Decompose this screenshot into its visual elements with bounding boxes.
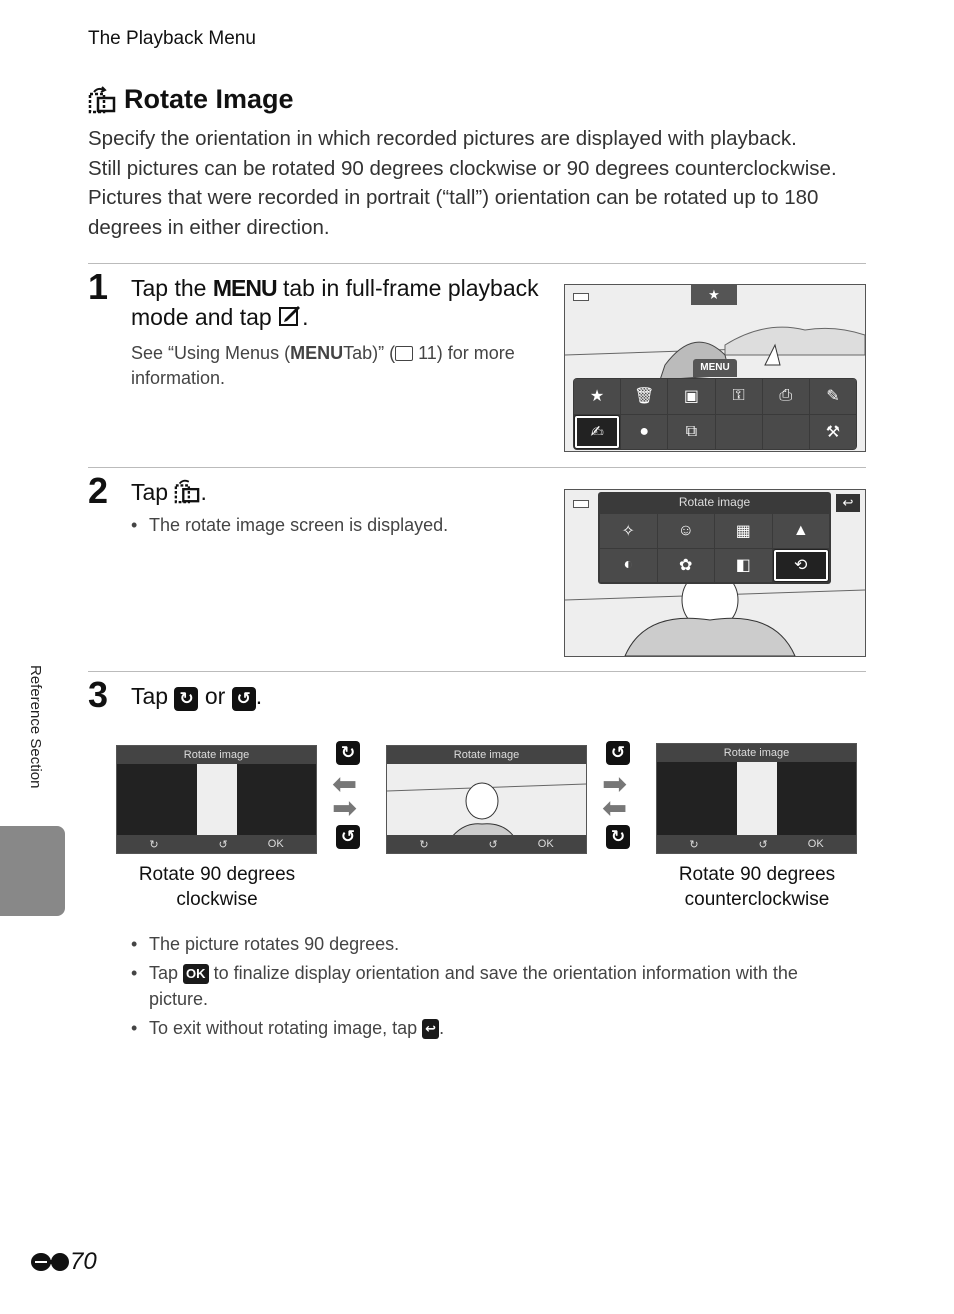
rotate-counterclockwise-icon: ↺ xyxy=(232,687,256,711)
step-title xyxy=(131,274,551,332)
rotate-counterclockwise-icon: ↺ xyxy=(336,825,360,849)
bullet-text: To exit without rotating image, tap xyxy=(149,1018,418,1038)
step-note xyxy=(131,341,541,391)
arrow-right-icon: ➡ xyxy=(332,792,358,825)
bullet-text: to finalize display orientation and save the orientation information with the xyxy=(213,963,798,983)
arrow-left-icon: ⬅ xyxy=(602,792,628,825)
step-title-text: . xyxy=(200,479,207,505)
favorite-tab[interactable]: ★ xyxy=(691,285,737,305)
intro-line: Specify the orientation in which recorded pictures are displayed with playback. xyxy=(88,127,797,150)
edit-pencil-icon[interactable]: ✎ xyxy=(810,379,856,414)
note-text: 11) for more xyxy=(413,343,515,363)
rotate-image-icon xyxy=(88,86,116,114)
screen-title-bar: Rotate image xyxy=(657,744,856,762)
step-title xyxy=(131,478,207,507)
screen-title-bar: Rotate image xyxy=(387,746,586,764)
step-title-text: . xyxy=(302,304,309,330)
menu-tab[interactable]: MENU xyxy=(693,359,737,377)
small-picture-icon[interactable]: ▲ xyxy=(773,514,830,548)
ok-icon: OK xyxy=(183,964,209,984)
intro-line: Pictures that were recorded in portrait (“tall”) orientation can be rotated up to 180 xyxy=(88,186,819,209)
bullet-item: • The rotate image screen is displayed. xyxy=(131,515,449,535)
menu-word: MENU xyxy=(290,343,344,363)
setup-icon[interactable]: ⚒ xyxy=(810,415,856,450)
divider xyxy=(88,671,866,672)
ok-button[interactable]: OK xyxy=(807,838,824,850)
voice-memo-icon[interactable]: ● xyxy=(621,415,667,450)
sidebar-label: Reference Section xyxy=(27,665,44,789)
page-title-text: Rotate Image xyxy=(124,84,294,114)
book-icon xyxy=(395,346,413,361)
crop-icon[interactable]: ◧ xyxy=(715,549,772,583)
battery-icon xyxy=(573,500,589,508)
rotate-clockwise-icon[interactable]: ↻ xyxy=(689,838,699,851)
step-title-text: tab in full-frame playback xyxy=(282,275,539,301)
divider xyxy=(88,467,866,468)
ok-button[interactable]: OK xyxy=(267,838,284,850)
screen-control-bar xyxy=(387,835,586,853)
note-text: See “Using Menus ( xyxy=(131,343,291,363)
intro-line: degrees in either direction. xyxy=(88,215,330,239)
edit-icon-grid xyxy=(599,513,830,583)
screen-control-bar xyxy=(117,835,316,853)
page-number xyxy=(30,1248,97,1276)
rotate-counterclockwise-icon: ↺ xyxy=(606,741,630,765)
step-number: 2 xyxy=(88,470,109,511)
caption-line: clockwise xyxy=(176,889,258,910)
back-icon: ↩ xyxy=(422,1019,439,1039)
screen-original xyxy=(386,745,587,854)
caption-line: Rotate 90 degrees xyxy=(678,864,836,885)
screen-rotated-clockwise xyxy=(116,745,317,854)
bullet-text: . xyxy=(439,1018,445,1038)
empty-cell xyxy=(716,415,762,450)
page-title xyxy=(88,84,294,115)
step-title-text: Tap xyxy=(131,479,169,505)
caption-line: counterclockwise xyxy=(684,889,830,910)
step-title-text: or xyxy=(204,683,226,709)
rotate-counterclockwise-icon[interactable]: ↺ xyxy=(758,838,768,851)
reference-section-icon xyxy=(30,1251,70,1273)
page-number-text: 70 xyxy=(70,1248,97,1275)
skin-softening-icon[interactable]: ✿ xyxy=(658,549,715,583)
battery-icon xyxy=(573,293,589,301)
back-icon[interactable]: ↩ xyxy=(836,494,860,512)
arrow-right-icon: ➡ xyxy=(602,768,628,801)
rotate-clockwise-icon[interactable]: ↻ xyxy=(419,838,429,851)
slideshow-icon[interactable]: ▣ xyxy=(668,379,714,414)
note-text: Tab)” ( xyxy=(343,343,396,363)
menu-word: MENU xyxy=(212,275,277,301)
ok-button[interactable]: OK xyxy=(537,838,554,850)
rotate-image-cell-icon[interactable]: ⟲ xyxy=(773,549,830,583)
bullet-item: • The picture rotates 90 degrees. xyxy=(131,934,400,954)
bullet-text: Tap xyxy=(149,963,179,983)
dlighting-icon[interactable]: ◐ xyxy=(600,549,657,583)
menu-icon-grid xyxy=(573,378,857,450)
caption-counterclockwise xyxy=(656,862,858,912)
camera-screen-rotate-menu xyxy=(564,489,866,657)
intro-line: Still pictures can be rotated 90 degrees clockwise or 90 degrees counterclockwise. xyxy=(88,156,837,180)
intro-paragraph xyxy=(88,124,878,242)
delete-icon[interactable]: 🗑 xyxy=(621,379,667,414)
rotated-picture xyxy=(737,762,777,836)
arrow-left-icon: ⬅ xyxy=(332,768,358,801)
protect-icon[interactable]: ⚿ xyxy=(716,379,762,414)
rotate-clockwise-icon: ↻ xyxy=(606,825,630,849)
rotate-clockwise-icon: ↻ xyxy=(174,687,198,711)
step-title-text: Tap xyxy=(131,683,169,709)
caption-clockwise xyxy=(116,862,318,912)
retouch-icon[interactable]: ✍ xyxy=(574,415,620,450)
step-number: 3 xyxy=(88,674,109,715)
bullet-item: • Tap OK to finalize display orientation and save the orientation information with the picture. xyxy=(131,963,798,1009)
empty-cell xyxy=(763,415,809,450)
step-title-text: Tap the xyxy=(131,275,207,301)
favorites-icon[interactable]: ★ xyxy=(574,379,620,414)
bullet-text: The rotate image screen is displayed. xyxy=(149,515,449,535)
panel-title: Rotate image xyxy=(678,495,751,509)
note-text: information. xyxy=(131,368,226,388)
rotate-counterclockwise-icon[interactable]: ↺ xyxy=(488,838,498,851)
quick-retouch-icon[interactable]: ✧ xyxy=(600,514,657,548)
rotated-picture xyxy=(197,764,237,836)
step-title xyxy=(131,682,262,711)
step-title-text: mode and tap xyxy=(131,304,272,330)
rotate-image-icon xyxy=(174,478,200,504)
rotate-clockwise-icon[interactable]: ↻ xyxy=(149,838,159,851)
bullet-item: • To exit without rotating image, tap ↩ . xyxy=(131,1018,445,1038)
sidebar-tab xyxy=(0,826,65,916)
screen-rotated-counterclockwise xyxy=(656,743,857,854)
step-title-text: . xyxy=(255,683,263,709)
rotate-clockwise-icon: ↻ xyxy=(336,741,360,765)
screen-control-bar xyxy=(657,835,856,853)
edit-icon xyxy=(278,304,302,328)
screen-title-bar: Rotate image xyxy=(117,746,316,764)
section-header: The Playback Menu xyxy=(88,28,256,49)
caption-line: Rotate 90 degrees xyxy=(138,864,296,885)
bullet-text: The picture rotates 90 degrees. xyxy=(149,934,400,954)
print-order-icon[interactable]: ⎙ xyxy=(763,379,809,414)
filter-effects-icon[interactable]: ▦ xyxy=(715,514,772,548)
rotate-menu-panel xyxy=(598,492,831,584)
camera-screen-menu xyxy=(564,284,866,452)
rotate-counterclockwise-icon[interactable]: ↺ xyxy=(218,838,228,851)
bullet-text: picture. xyxy=(149,989,209,1009)
divider xyxy=(88,263,866,264)
copy-icon[interactable]: ⧉ xyxy=(668,415,714,450)
step-number: 1 xyxy=(88,266,109,307)
glamour-retouch-icon[interactable]: ☺ xyxy=(658,514,715,548)
